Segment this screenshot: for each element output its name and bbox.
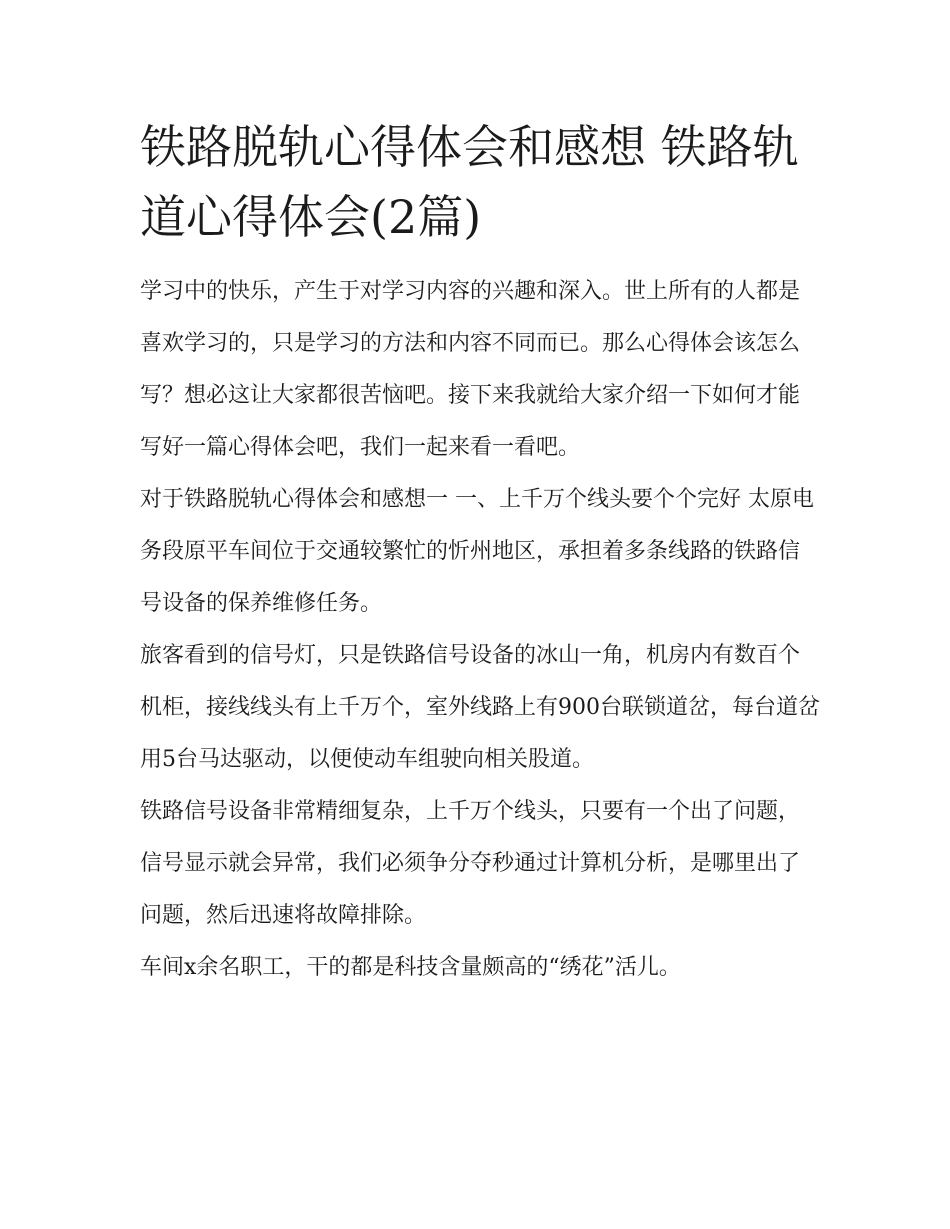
paragraph-section-one: 对于铁路脱轨心得体会和感想一 一、上千万个线头要个个完好 太原电务段原平车间位于交通较繁忙的忻州地区，承担着多条线路的铁路信号设备的保养维修任务。: [140, 487, 814, 616]
paragraph-workshop-staff: 车间x余名职工，干的都是科技含量颇高的“绣花”活儿。: [140, 955, 681, 980]
paragraph-intro: 学习中的快乐，产生于对学习内容的兴趣和深入。世上所有的人都是喜欢学习的，只是学习的方法和内容不同而已。那么心得体会该怎么写？想必这让大家都很苦恼吧。接下来我就给大家介绍一下如何才能写好一篇心得体会吧，我们一起来看一看吧。: [140, 279, 801, 460]
document-title: 铁路脱轨心得体会和感想 铁路轨道心得体会(2篇): [140, 120, 799, 244]
document-page: [140, 112, 820, 994]
paragraph-fault-handling: 铁路信号设备非常精细复杂，上千万个线头，只要有一个出了问题，信号显示就会异常，我们必须争分夺秒通过计算机分析，是哪里出了问题，然后迅速将故障排除。: [140, 799, 801, 928]
paragraph-signal-equipment: 旅客看到的信号灯，只是铁路信号设备的冰山一角，机房内有数百个机柜，接线线头有上千万个，室外线路上有900台联锁道岔，每台道岔用5台马达驱动，以便使动车组驶向相关股道。: [140, 643, 820, 772]
